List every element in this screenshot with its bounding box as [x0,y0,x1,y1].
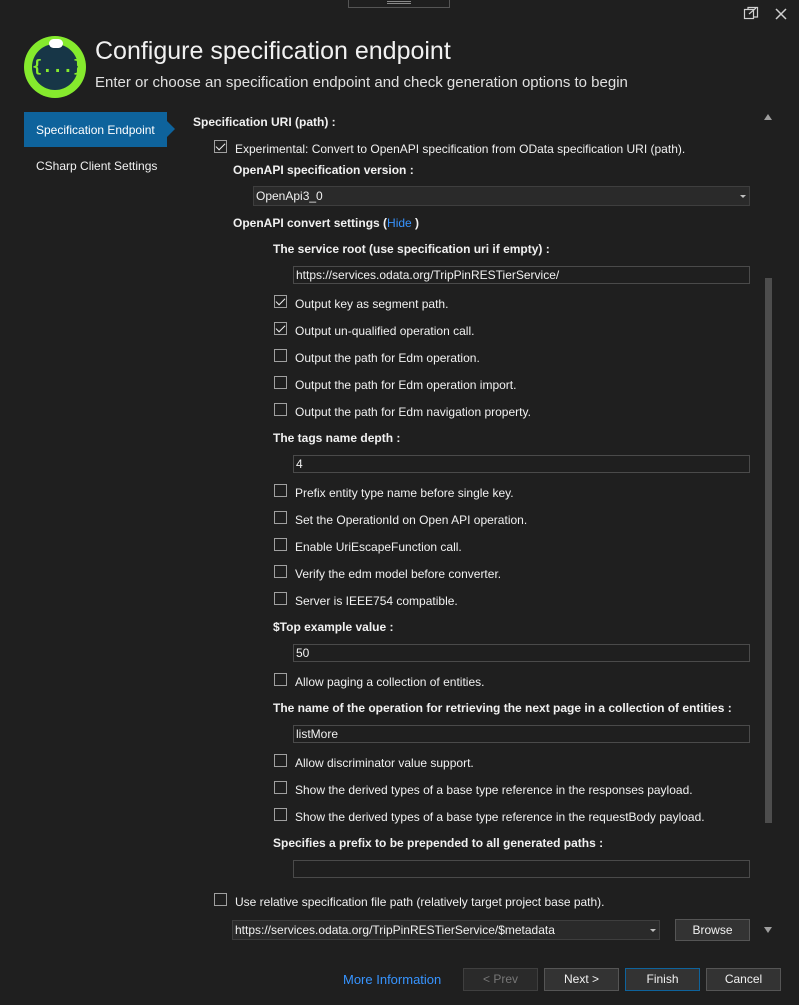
spec-uri-value: https://services.odata.org/TripPinRESTierService/$metadata [235,923,555,937]
nav-item-csharp-client-settings[interactable]: CSharp Client Settings [36,159,158,173]
logo-glyph: {...} [32,44,78,90]
option-label: Output the path for Edm operation import. [295,378,517,392]
version-select-value: OpenApi3_0 [256,189,323,203]
service-root-heading: The service root (use specification uri if empty) : [273,242,550,256]
allow-paging-label: Allow paging a collection of entities. [295,675,485,689]
page-subtitle: Enter or choose an specification endpoint and check generation options to begin [95,74,628,91]
more-information-link[interactable]: More Information [343,972,442,987]
window-drag-handle[interactable] [348,0,450,8]
scroll-up-icon[interactable] [764,114,772,120]
experimental-label: Experimental: Convert to OpenAPI specification from OData specification URI (path). [235,142,686,156]
ieee754-compatible-checkbox[interactable] [274,592,287,605]
option-label: Enable UriEscapeFunction call. [295,540,462,554]
set-operation-id-checkbox[interactable] [274,511,287,524]
swagger-logo-icon [24,36,86,98]
output-key-segment-checkbox[interactable] [274,295,287,308]
derived-types-responses-checkbox[interactable] [274,781,287,794]
option-label: Set the OperationId on Open API operation. [295,513,528,527]
spec-uri-combobox[interactable] [232,920,660,940]
option-label: Output key as segment path. [295,297,449,311]
convert-settings-heading [233,216,419,230]
top-example-heading: $Top example value : [273,620,394,634]
next-button[interactable]: Next > [544,968,619,991]
prefix-entity-type-checkbox[interactable] [274,484,287,497]
derived-types-requestbody-checkbox[interactable] [274,808,287,821]
path-prefix-heading: Specifies a prefix to be prepended to all generated paths : [273,836,604,850]
hide-link[interactable]: Hide [387,216,412,230]
option-label: Prefix entity type name before single key. [295,486,514,500]
tags-depth-input[interactable]: 4 [293,455,750,473]
next-page-operation-input[interactable]: listMore [293,725,750,743]
option-label: Output the path for Edm navigation property. [295,405,531,419]
path-prefix-input[interactable] [293,860,750,878]
option-label: Allow discriminator value support. [295,756,474,770]
restore-window-icon[interactable] [743,6,759,27]
spec-uri-heading: Specification URI (path) : [193,115,336,129]
logo-cloud-icon [49,39,63,48]
output-edm-navigation-checkbox[interactable] [274,403,287,416]
cancel-button[interactable]: Cancel [706,968,781,991]
verify-edm-model-checkbox[interactable] [274,565,287,578]
service-root-input[interactable]: https://services.odata.org/TripPinRESTierService/ [293,266,750,284]
allow-discriminator-checkbox[interactable] [274,754,287,767]
chevron-down-icon [740,195,746,198]
nav-item-specification-endpoint[interactable] [24,112,167,147]
option-label: Output the path for Edm operation. [295,351,480,365]
top-example-input[interactable]: 50 [293,644,750,662]
close-icon[interactable] [775,7,787,25]
version-heading: OpenAPI specification version : [233,163,414,177]
convert-settings-label: OpenAPI convert settings ( [233,216,388,230]
output-unqualified-checkbox[interactable] [274,322,287,335]
finish-button[interactable]: Finish [625,968,700,991]
scrollbar-thumb[interactable] [765,278,772,823]
relative-path-label: Use relative specification file path (relatively target project base path). [235,895,605,909]
allow-paging-checkbox[interactable] [274,673,287,686]
option-label: Show the derived types of a base type reference in the requestBody payload. [295,810,705,824]
experimental-checkbox[interactable] [214,140,227,153]
option-label: Verify the edm model before converter. [295,567,502,581]
page-title: Configure specification endpoint [95,37,451,65]
scroll-down-icon[interactable] [764,927,772,933]
convert-settings-close: ) [411,216,420,230]
tags-depth-heading: The tags name depth : [273,431,401,445]
output-edm-operation-import-checkbox[interactable] [274,376,287,389]
option-label: Show the derived types of a base type reference in the responses payload. [295,783,693,797]
enable-uri-escape-checkbox[interactable] [274,538,287,551]
option-label: Output un-qualified operation call. [295,324,475,338]
chevron-down-icon [650,929,656,932]
output-edm-operation-checkbox[interactable] [274,349,287,362]
prev-button[interactable]: < Prev [463,968,538,991]
option-label: Server is IEEE754 compatible. [295,594,458,608]
version-select[interactable] [253,186,750,206]
nav-item-label: Specification Endpoint [36,123,155,137]
relative-path-checkbox[interactable] [214,893,227,906]
nav-active-indicator [167,121,175,137]
browse-button[interactable]: Browse [675,919,750,941]
next-page-heading: The name of the operation for retrieving the next page in a collection of entities : [273,701,732,715]
